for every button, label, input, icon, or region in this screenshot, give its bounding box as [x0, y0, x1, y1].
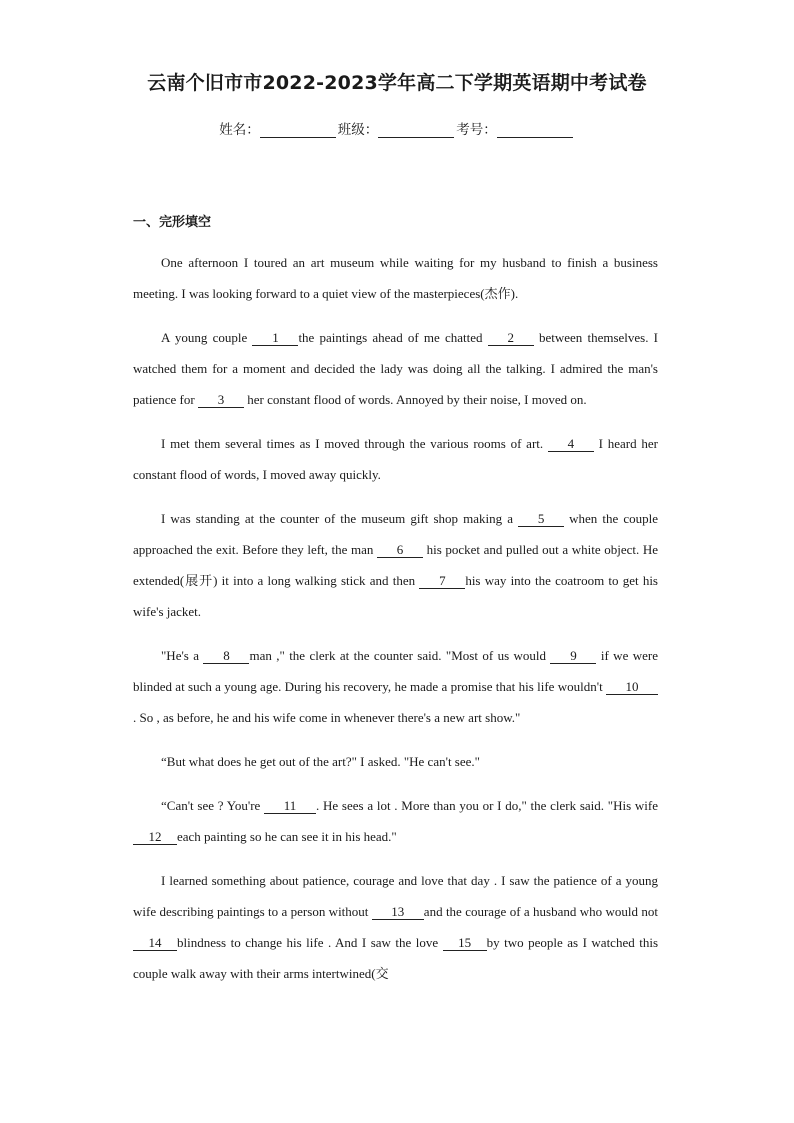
paragraph-1 [133, 247, 658, 309]
paragraph-5 [133, 640, 658, 733]
text: and the courage of a husband who would not [423, 904, 658, 919]
text: man ," the clerk at the counter said. "Most of us would [249, 648, 551, 663]
text: I heard her constant flood of words, I moved away quickly. [133, 436, 658, 482]
student-info-line [0, 118, 794, 138]
blank-8: 8 [203, 648, 249, 664]
text: I was standing at the counter of the museum gift shop making a [161, 511, 519, 526]
blank-4: 4 [548, 436, 594, 452]
paragraph-2 [133, 322, 658, 415]
text: I learned something about patience, courage and love that day . I saw the patience of a young wife describing paintings to a person without [133, 873, 658, 919]
blank-11: 11 [264, 798, 316, 814]
class-blank [378, 123, 454, 138]
text: the paintings ahead of me chatted [298, 330, 488, 345]
text: each painting so he can see it in his head." [177, 829, 397, 844]
text: “Can't see ? You're [161, 798, 265, 813]
paragraph-8 [133, 865, 658, 989]
blank-7: 7 [419, 573, 465, 589]
text: . So , as before, he and his wife come in whenever there's a new art show." [133, 710, 521, 725]
paragraph-6 [133, 746, 658, 777]
text: if we were blinded at such a young age. During his recovery, he made a promise that his life wouldn't [133, 648, 658, 694]
blank-10: 10 [606, 679, 658, 695]
text: his pocket and pulled out a white object. He extended(展开) it into a long walking stick and then [133, 542, 658, 588]
blank-9: 9 [550, 648, 596, 664]
text: when the couple approached the exit. Before they left, the man [133, 511, 659, 557]
blank-13: 13 [372, 904, 424, 920]
text: . He sees a lot . More than you or I do," the clerk said. "His wife [316, 798, 658, 813]
text: A young couple [161, 330, 253, 345]
blank-12: 12 [133, 829, 177, 845]
name-label: 姓名： [219, 122, 260, 138]
text: “But what does he get out of the art?" I asked. "He can't see." [161, 754, 480, 769]
name-blank [260, 123, 336, 138]
text: blindness to change his life . And I saw the love [177, 935, 443, 950]
blank-3: 3 [198, 392, 244, 408]
text: her constant flood of words. Annoyed by their noise, I moved on. [243, 392, 587, 407]
section-heading: 一、完形填空 [133, 215, 212, 230]
text: between themselves. I watched them for a moment and decided the lady was doing all the talking. I admired the man's patience for [133, 330, 659, 407]
paragraph-3 [133, 428, 658, 490]
id-blank [497, 123, 573, 138]
id-label: 考号： [456, 122, 497, 138]
paragraph-4 [133, 503, 658, 627]
text: his way into the coatroom to get his wife's jacket. [133, 573, 658, 619]
blank-2: 2 [488, 330, 534, 346]
text: "He's a [161, 648, 204, 663]
blank-5: 5 [518, 511, 564, 527]
blank-15: 15 [443, 935, 487, 951]
blank-1: 1 [252, 330, 298, 346]
exam-title: 云南个旧市市2022-2023学年高二下学期英语期中考试卷 [147, 72, 647, 94]
class-label: 班级： [337, 122, 379, 138]
paragraph-7 [133, 790, 658, 852]
blank-6: 6 [377, 542, 423, 558]
cloze-passage [133, 247, 658, 1002]
text: One afternoon I toured an art museum while waiting for my husband to finish a business meeting. I was looking forward to a quiet view of the masterpieces(杰作). [133, 255, 658, 301]
text: I met them several times as I moved through the various rooms of art. [161, 436, 548, 451]
text: by two people as I watched this couple walk away with their arms intertwined(交 [133, 935, 658, 981]
blank-14: 14 [133, 935, 177, 951]
